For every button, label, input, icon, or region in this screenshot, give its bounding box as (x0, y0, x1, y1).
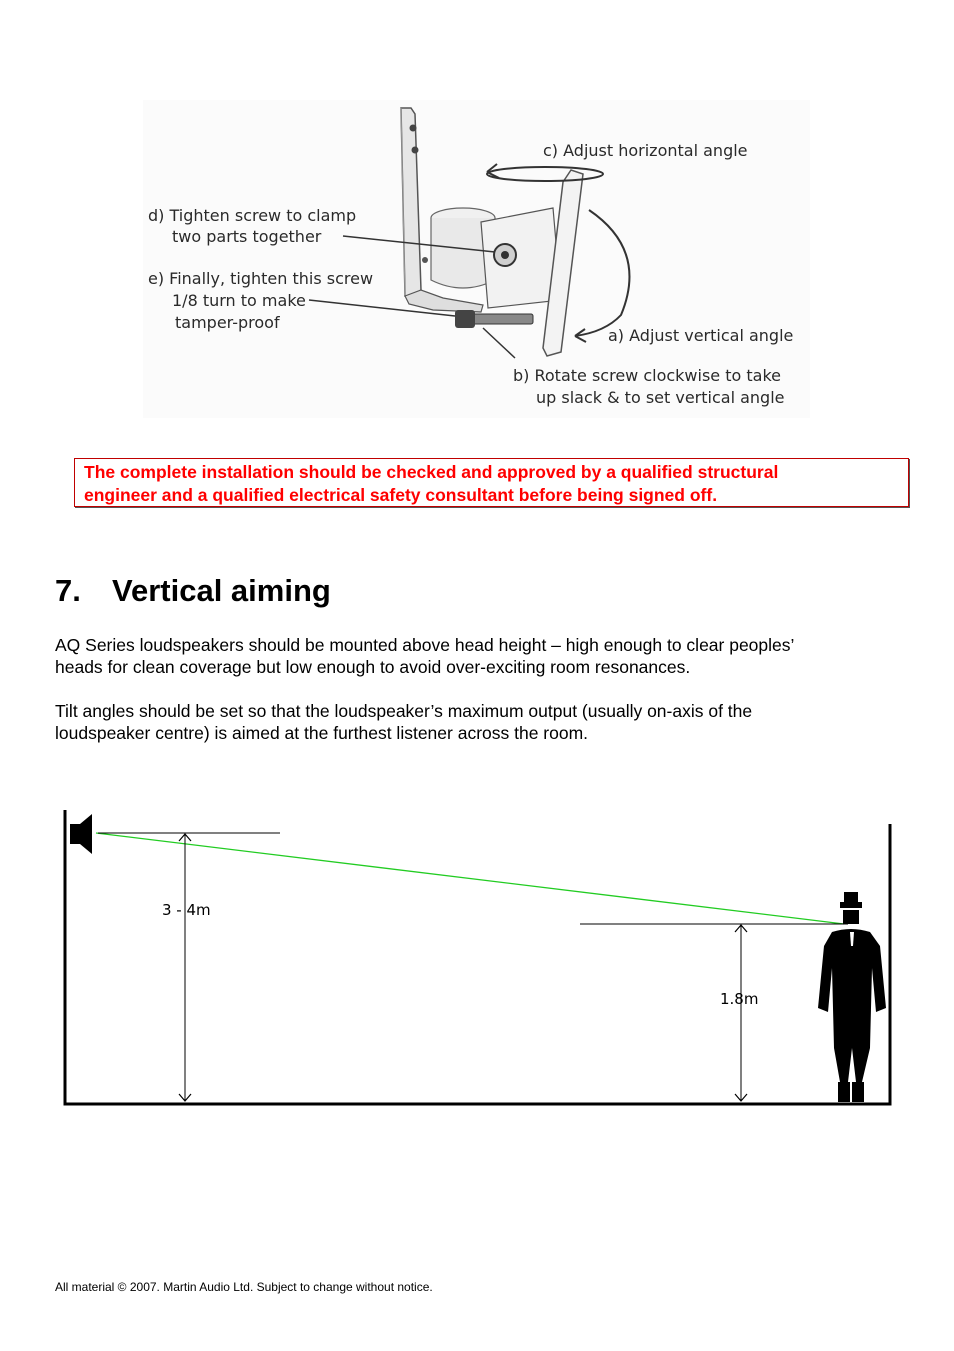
callout-vertical-angle: a) Adjust vertical angle (608, 326, 794, 345)
paragraph-1-line-2: heads for clean coverage but low enough to avoid over-exciting room resonances. (55, 657, 691, 677)
listener-height-label: 1.8m (720, 990, 759, 1008)
section-heading (55, 573, 331, 609)
speaker-height-label: 3 - 4m (162, 901, 211, 919)
section-title: Vertical aiming (112, 573, 331, 608)
paragraph-1-line-1: AQ Series loudspeakers should be mounted above head height – high enough to clear peoples’ (55, 635, 795, 655)
callout-rotate-screw-line1: b) Rotate screw clockwise to take (513, 366, 781, 385)
warning-line-2: engineer and a qualified electrical safety consultant before being signed off. (84, 485, 718, 505)
callout-tighten-clamp-line1: d) Tighten screw to clamp (148, 206, 357, 225)
callout-rotate-screw-line2: up slack & to set vertical angle (536, 388, 785, 407)
room-outline (65, 810, 890, 1104)
callout-tamper-proof-line1: e) Finally, tighten this screw (148, 269, 374, 288)
safety-warning-box (74, 458, 909, 507)
bracket-adjustment-figure (143, 100, 810, 418)
loudspeaker-icon (70, 814, 92, 854)
paragraph-mounting-height (55, 634, 885, 678)
callout-horizontal-angle: c) Adjust horizontal angle (543, 141, 748, 160)
warning-line-1: The complete installation should be checked and approved by a qualified structural (84, 462, 779, 482)
callout-tighten-clamp-line2: two parts together (172, 227, 322, 246)
paragraph-2-line-2: loudspeaker centre) is aimed at the furthest listener across the room. (55, 723, 589, 743)
paragraph-tilt-angles (55, 700, 885, 744)
section-number: 7. (55, 573, 81, 608)
copyright-footer: All material © 2007. Martin Audio Ltd. Subject to change without notice. (55, 1280, 433, 1294)
paragraph-2-line-1: Tilt angles should be set so that the loudspeaker’s maximum output (usually on-axis of the (55, 701, 753, 721)
vertical-aiming-diagram (58, 808, 894, 1108)
callout-tamper-proof-line3: tamper-proof (175, 313, 280, 332)
callout-tamper-proof-line2: 1/8 turn to make (172, 291, 306, 310)
